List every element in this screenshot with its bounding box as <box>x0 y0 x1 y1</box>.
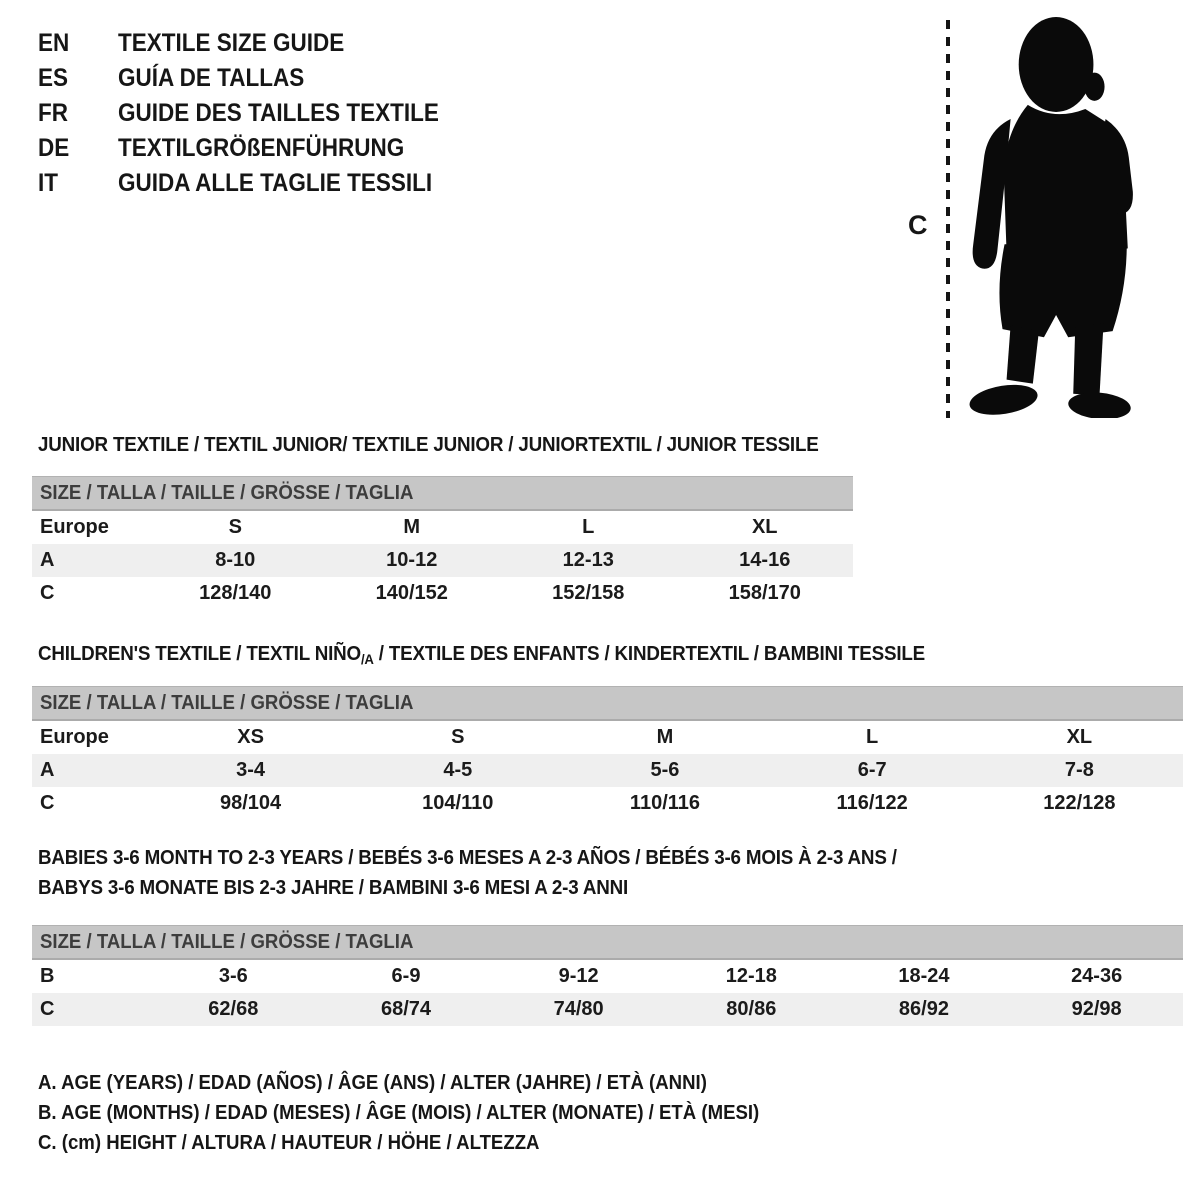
row-label: A <box>40 759 55 781</box>
legend <box>38 1068 814 1158</box>
babies-title-line2: BABYS 3-6 MONATE BIS 2-3 JAHRE / BAMBINI 3-6 MESI A 2-3 ANNI <box>38 877 629 899</box>
size-table-header-label: SIZE / TALLA / TAILLE / GRÖSSE / TAGLIA <box>40 482 414 504</box>
size-table-header <box>32 686 1183 721</box>
table-cell: 86/92 <box>898 998 949 1020</box>
height-measure-label: C <box>908 210 928 240</box>
table-cell: 6-7 <box>857 759 887 781</box>
row-label: C <box>40 792 55 814</box>
legend-line-b: B. AGE (MONTHS) / EDAD (MESES) / ÂGE (MOIS) / ALTER (MONATE) / ETÀ (MESI) <box>38 1102 760 1124</box>
language-row-de <box>38 131 475 166</box>
language-code: IT <box>38 169 58 197</box>
language-label: GUÍA DE TALLAS <box>118 64 305 92</box>
table-cell: XL <box>751 516 778 538</box>
table-cell: 80/86 <box>726 998 777 1020</box>
language-row-en <box>38 26 475 61</box>
table-row-height <box>32 577 853 610</box>
table-row-months <box>32 960 1183 993</box>
children-section-title <box>38 643 925 666</box>
language-label: GUIDE DES TAILLES TEXTILE <box>118 99 439 127</box>
table-cell: XS <box>237 726 264 748</box>
title-part-subscript: /A <box>360 651 374 667</box>
table-cell: 104/110 <box>422 792 494 814</box>
table-cell: 5-6 <box>650 759 680 781</box>
toddler-silhouette-icon <box>958 14 1140 418</box>
language-code: DE <box>38 134 70 162</box>
legend-line-c: C. (cm) HEIGHT / ALTURA / HAUTEUR / HÖHE / ALTEZZA <box>38 1132 540 1154</box>
table-row-age <box>32 544 853 577</box>
language-label: TEXTILGRÖßENFÜHRUNG <box>118 134 405 162</box>
table-cell: 12-13 <box>562 549 614 571</box>
table-cell: 68/74 <box>380 998 432 1020</box>
table-cell: 128/140 <box>199 582 272 604</box>
title-part: CHILDREN'S TEXTILE / TEXTIL NIÑO <box>38 643 361 665</box>
height-dashed-line-icon <box>946 20 950 418</box>
legend-line-a: A. AGE (YEARS) / EDAD (AÑOS) / ÂGE (ANS) / ALTER (JAHRE) / ETÀ (ANNI) <box>38 1072 707 1094</box>
table-cell: 8-10 <box>215 549 256 571</box>
table-cell: 92/98 <box>1071 998 1122 1020</box>
table-cell: 3-6 <box>218 965 248 987</box>
table-cell: 10-12 <box>386 549 438 571</box>
table-cell: 62/68 <box>208 998 259 1020</box>
title-part: / TEXTILE DES ENFANTS / KINDERTEXTIL / BAMBINI TESSILE <box>373 643 926 665</box>
table-cell: 4-5 <box>443 759 473 781</box>
size-table-header-label: SIZE / TALLA / TAILLE / GRÖSSE / TAGLIA <box>40 692 414 714</box>
language-label: GUIDA ALLE TAGLIE TESSILI <box>118 169 433 197</box>
row-label: C <box>40 998 55 1020</box>
table-cell: S <box>228 516 242 538</box>
table-cell: 9-12 <box>558 965 599 987</box>
language-code: ES <box>38 64 69 92</box>
language-code: EN <box>38 29 70 57</box>
row-label: C <box>40 582 55 604</box>
language-code: FR <box>38 99 68 127</box>
table-cell: 14-16 <box>739 549 791 571</box>
table-cell: 122/128 <box>1043 792 1116 814</box>
babies-section-title <box>38 843 897 903</box>
table-cell: 3-4 <box>236 759 266 781</box>
table-row-europe <box>32 511 853 544</box>
size-table-header-label: SIZE / TALLA / TAILLE / GRÖSSE / TAGLIA <box>40 931 414 953</box>
row-label: Europe <box>40 516 109 538</box>
babies-title-line1: BABIES 3-6 MONTH TO 2-3 YEARS / BEBÉS 3-6 MESES A 2-3 AÑOS / BÉBÉS 3-6 MOIS À 2-3 ANS / <box>38 847 897 869</box>
size-table-header <box>32 476 853 511</box>
table-cell: 12-18 <box>725 965 777 987</box>
row-label: A <box>40 549 55 571</box>
junior-size-table <box>32 476 853 610</box>
table-row-age <box>32 754 1183 787</box>
row-label: Europe <box>40 726 109 748</box>
table-row-europe <box>32 721 1183 754</box>
table-row-height <box>32 787 1183 820</box>
row-label: B <box>40 965 55 987</box>
table-cell: 116/122 <box>836 792 908 814</box>
babies-size-table <box>32 925 1183 1026</box>
table-cell: L <box>866 726 879 748</box>
table-cell: M <box>656 726 674 748</box>
junior-section-title: JUNIOR TEXTILE / TEXTIL JUNIOR/ TEXTILE JUNIOR / JUNIORTEXTIL / JUNIOR TESSILE <box>38 434 819 456</box>
language-row-es <box>38 61 475 96</box>
table-cell: 140/152 <box>375 582 448 604</box>
size-table-header <box>32 925 1183 960</box>
table-cell: 74/80 <box>553 998 604 1020</box>
language-row-fr <box>38 96 475 131</box>
table-cell: XL <box>1066 726 1093 748</box>
table-cell: L <box>582 516 595 538</box>
children-size-table <box>32 686 1183 820</box>
table-cell: S <box>451 726 465 748</box>
table-cell: 152/158 <box>552 582 625 604</box>
table-cell: 110/116 <box>629 792 701 814</box>
height-measure-figure <box>900 12 1196 424</box>
language-row-it <box>38 166 475 201</box>
language-label: TEXTILE SIZE GUIDE <box>118 29 345 57</box>
table-cell: 98/104 <box>220 792 282 814</box>
table-cell: 6-9 <box>391 965 421 987</box>
table-cell: 158/170 <box>728 582 801 604</box>
table-cell: 18-24 <box>898 965 950 987</box>
table-cell: 24-36 <box>1071 965 1123 987</box>
table-cell: 7-8 <box>1064 759 1094 781</box>
language-list <box>38 26 475 201</box>
table-row-height <box>32 993 1183 1026</box>
table-cell: M <box>403 516 421 538</box>
